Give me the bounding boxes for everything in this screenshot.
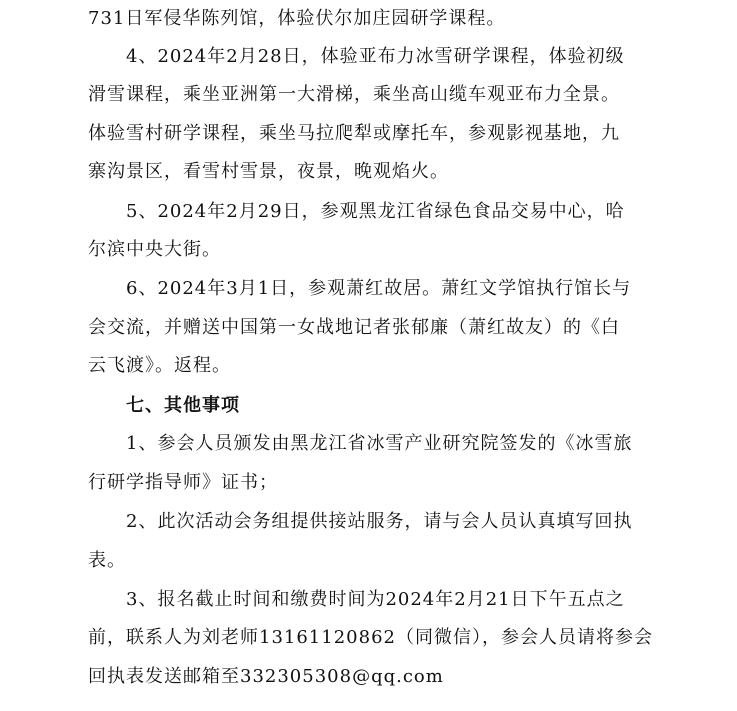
paragraph-line: 4、2024年2月28日，体验亚布力冰雪研学课程，体验初级 [126,46,625,67]
paragraph-line: 回执表发送邮箱至332305308@qq.com [88,666,444,687]
paragraph-line: 5、2024年2月29日，参观黑龙江省绿色食品交易中心，哈 [126,201,625,222]
paragraph-line: 6、2024年3月1日，参观萧红故居。萧红文学馆执行馆长与 [126,278,632,299]
paragraph-line: 2、此次活动会务组提供接站服务，请与会人员认真填写回执 [126,511,633,532]
paragraph-line: 3、报名截止时间和缴费时间为2024年2月21日下午五点之 [126,589,625,610]
paragraph-line: 前，联系人为刘老师13161120862（同微信），参会人员请将参会 [88,627,653,648]
paragraph-line: 行研学指导师》证书； [88,472,278,493]
paragraph-line: 会交流，并赠送中国第一女战地记者张郁廉（萧红故友）的《白 [88,317,620,338]
paragraph-line: 云飞渡》。返程。 [88,355,231,376]
paragraph-line: 表。 [88,550,126,571]
section-heading: 七、其他事项 [126,395,240,416]
paragraph-line: 滑雪课程，乘坐亚洲第一大滑梯，乘坐高山缆车观亚布力全景。 [88,84,620,105]
paragraph-line: 731日军侵华陈列馆，体验伏尔加庄园研学课程。 [88,8,506,29]
paragraph-line: 1、参会人员颁发由黑龙江省冰雪产业研究院签发的《冰雪旅 [126,433,633,454]
paragraph-line: 体验雪村研学课程，乘坐马拉爬犁或摩托车，参观影视基地，九 [88,123,620,144]
paragraph-line: 寨沟景区，看雪村雪景，夜景，晚观焰火。 [88,161,449,182]
paragraph-line: 尔滨中央大街。 [88,239,221,260]
